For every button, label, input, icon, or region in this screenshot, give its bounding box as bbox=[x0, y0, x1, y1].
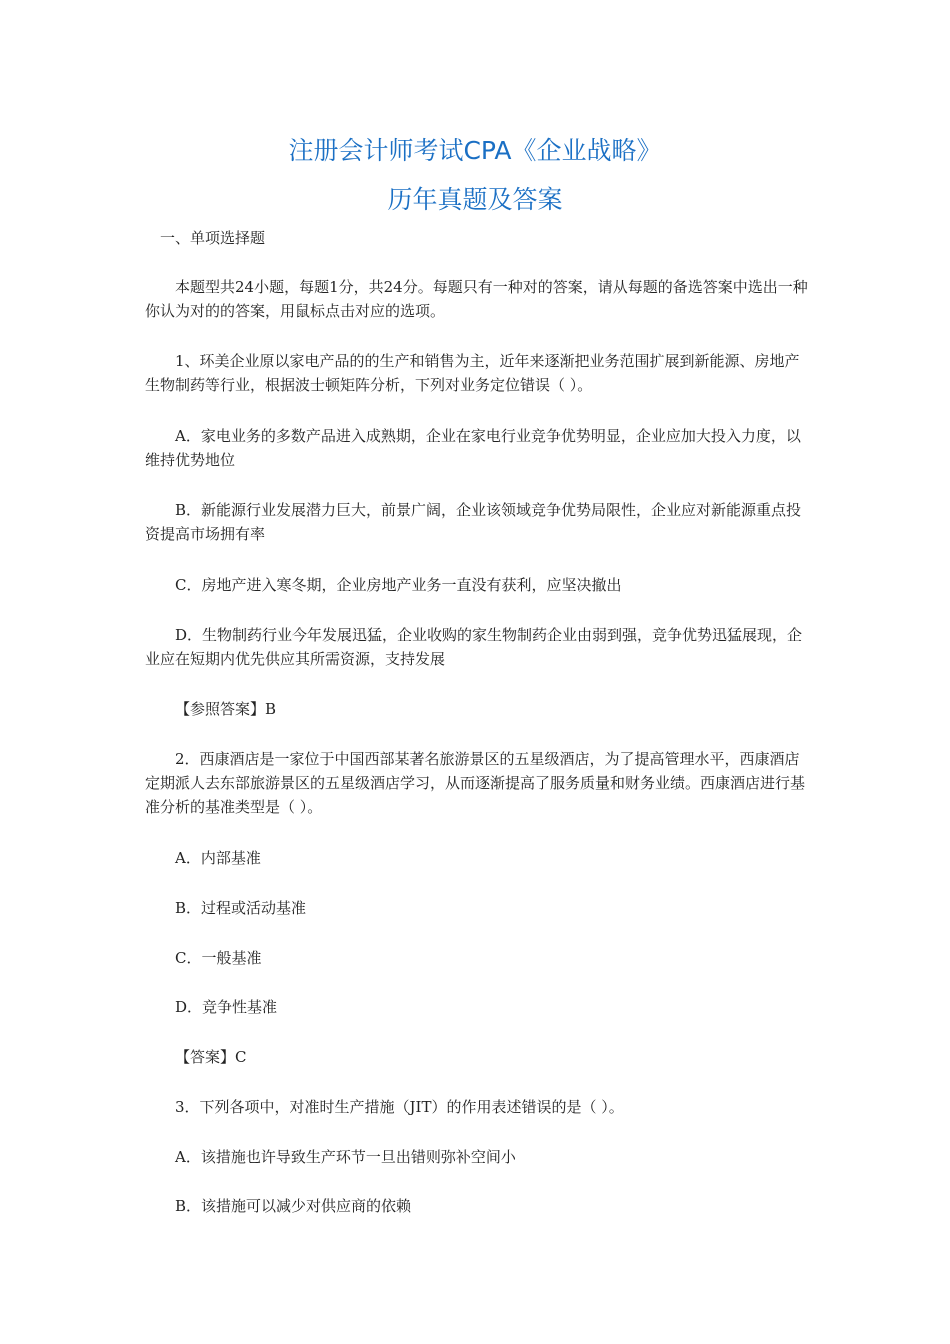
q1-option-b: B．新能源行业发展潜力巨大，前景广阔，企业该领域竞争优势局限性，企业应对新能源重点投资提高市场拥有率 bbox=[145, 501, 802, 543]
document-title-line2: 历年真题及答案 bbox=[387, 185, 563, 214]
q1-answer: 【参照答案】B bbox=[175, 700, 277, 718]
q1-option-c: C．房地产进入寒冬期，企业房地产业务一直没有获利，应坚决撤出 bbox=[175, 576, 622, 594]
intro-paragraph: 本题型共24小题，每题1分，共24分。每题只有一种对的答案，请从每题的备选答案中选出一种你认为对的的答案，用鼠标点击对应的选项。 bbox=[145, 278, 808, 320]
q1-option-a: A．家电业务的多数产品进入成熟期，企业在家电行业竞争优势明显，企业应加大投入力度，以维持优势地位 bbox=[145, 427, 801, 469]
q3-stem: 3．下列各项中，对准时生产措施（JIT）的作用表述错误的是（ ）。 bbox=[175, 1098, 624, 1116]
q2-option-a: A．内部基准 bbox=[175, 849, 261, 867]
q1-option-d: D．生物制药行业今年发展迅猛，企业收购的家生物制药企业由弱到强，竞争优势迅猛展现，企业应在短期内优先供应其所需资源，支持发展 bbox=[145, 626, 803, 668]
q2-option-c: C．一般基准 bbox=[175, 949, 262, 967]
q2-option-d: D．竞争性基准 bbox=[175, 998, 278, 1016]
q2-option-b: B．过程或活动基准 bbox=[175, 899, 307, 917]
section-heading: 一、单项选择题 bbox=[160, 229, 266, 247]
q3-option-b: B．该措施可以减少对供应商的依赖 bbox=[175, 1197, 412, 1215]
document-title-line1: 注册会计师考试CPA《企业战略》 bbox=[288, 136, 662, 165]
q2-answer: 【答案】C bbox=[175, 1048, 247, 1066]
q2-stem: 2．西康酒店是一家位于中国西部某著名旅游景区的五星级酒店，为了提高管理水平，西康酒店定期派人去东部旅游景区的五星级酒店学习，从而逐渐提高了服务质量和财务业绩。西康酒店进行基准分析的基准类型是（ ）。 bbox=[145, 750, 806, 816]
q3-option-a: A．该措施也许导致生产环节一旦出错则弥补空间小 bbox=[175, 1148, 516, 1166]
q1-stem: 1、环美企业原以家电产品的的生产和销售为主，近年来逐渐把业务范围扩展到新能源、房地产生物制药等行业，根据波士顿矩阵分析，下列对业务定位错误（ ）。 bbox=[145, 352, 800, 394]
